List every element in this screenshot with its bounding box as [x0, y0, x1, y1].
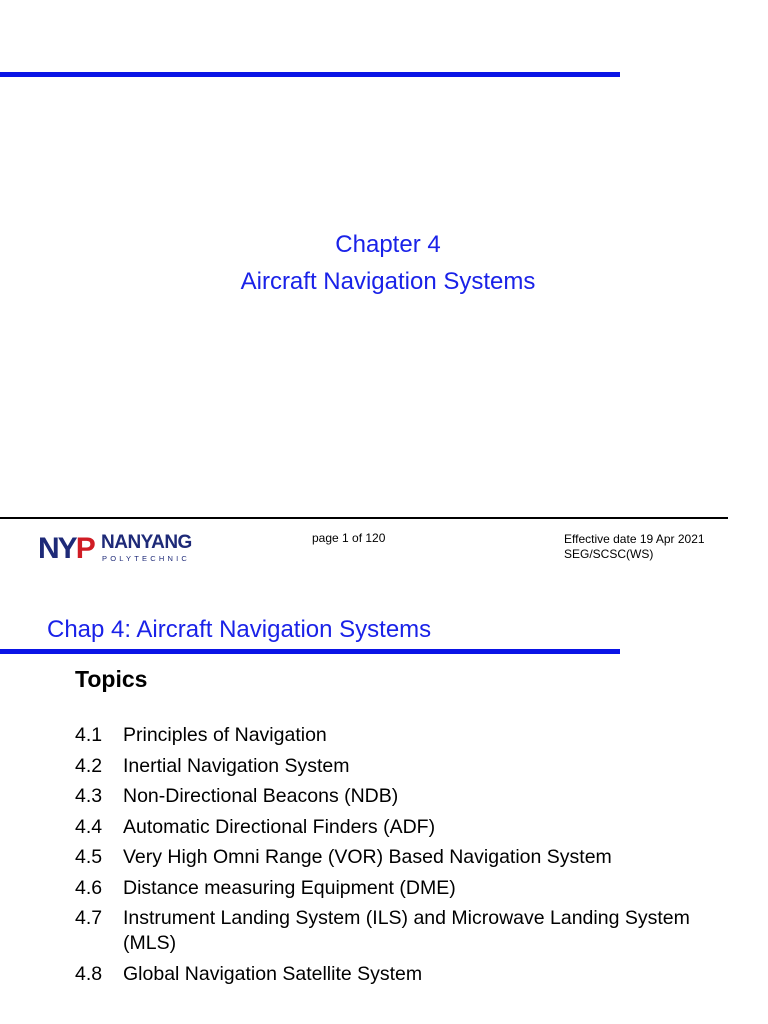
topic-number: 4.4 — [75, 815, 103, 838]
topic-text: Principles of Navigation — [123, 724, 327, 746]
page-number: page 1 of 120 — [312, 531, 386, 545]
topic-item — [75, 906, 715, 956]
document-code: SEG/SCSC(WS) — [564, 547, 654, 561]
topic-text: Automatic Directional Finders (ADF) — [123, 815, 436, 838]
topic-list — [75, 723, 715, 992]
topic-item — [75, 962, 715, 987]
topic-number: 4.5 — [75, 846, 103, 868]
title-rule — [0, 649, 620, 654]
logo-name: NANYANG — [101, 532, 192, 553]
topic-number: 4.7 — [75, 907, 103, 929]
topics-slide — [0, 565, 768, 1024]
effective-date: Effective date 19 Apr 2021 — [564, 532, 705, 546]
chapter-title: Aircraft Navigation Systems — [240, 268, 536, 295]
topic-text: Global Navigation Satellite System — [123, 962, 423, 985]
topic-item — [75, 876, 715, 901]
topic-number: 4.3 — [75, 785, 103, 807]
topic-item — [75, 723, 715, 748]
logo-subtitle: POLYTECHNIC — [102, 554, 190, 563]
topic-text: Inertial Navigation System — [123, 754, 350, 777]
topic-text: Distance measuring Equipment (DME) — [123, 876, 456, 899]
chapter-label: Chapter 4 — [335, 231, 441, 258]
topic-item — [75, 845, 715, 870]
nyp-logo-mark: NYP — [38, 532, 94, 565]
page-footer — [0, 519, 768, 565]
cover-title-block — [0, 226, 768, 300]
topic-item — [75, 784, 715, 809]
header-rule — [0, 72, 620, 77]
topic-text: Very High Omni Range (VOR) Based Navigation System — [123, 846, 612, 868]
topic-text: Non-Directional Beacons (NDB) — [123, 785, 399, 807]
topic-number: 4.6 — [75, 876, 103, 899]
nanyang-polytechnic-logo — [38, 532, 208, 566]
topic-number: 4.2 — [75, 754, 103, 777]
topic-text: Instrument Landing System (ILS) and Microwave Landing System (MLS) — [123, 907, 690, 954]
topics-heading: Topics — [75, 666, 148, 692]
topic-item — [75, 754, 715, 779]
topic-number: 4.1 — [75, 724, 103, 746]
topic-number: 4.8 — [75, 962, 103, 985]
slide-title: Chap 4: Aircraft Navigation Systems — [47, 616, 432, 643]
effective-info — [564, 532, 705, 562]
topic-item — [75, 815, 715, 840]
